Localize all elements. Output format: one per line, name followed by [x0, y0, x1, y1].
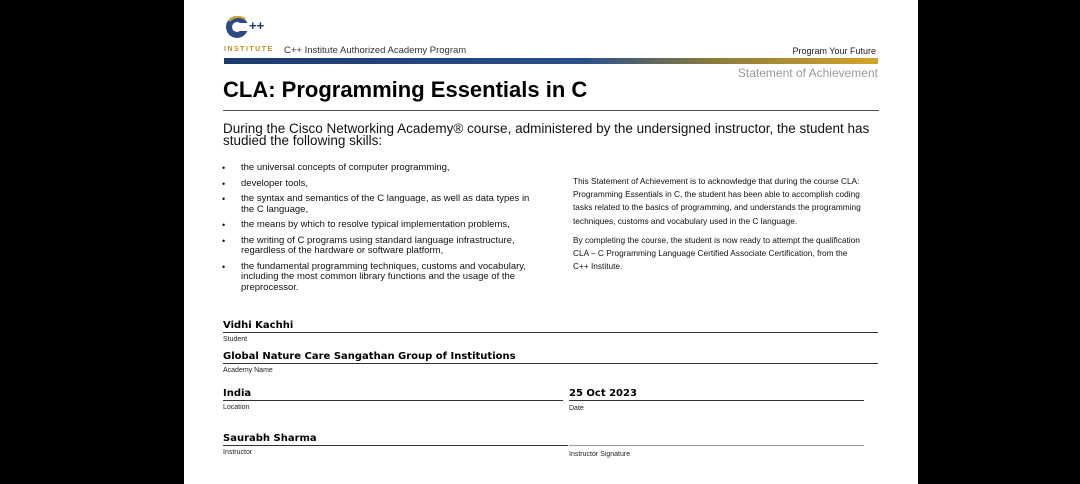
- intro-text: During the Cisco Networking Academy® course, administered by the undersigned instructor, the student has studied the following skills:: [223, 121, 870, 148]
- certificate-subtitle: Statement of Achievement: [737, 66, 878, 80]
- signature-label: Instructor Signature: [569, 451, 631, 458]
- location-value: India: [223, 388, 252, 399]
- date-value: 25 Oct 2023: [569, 388, 637, 399]
- academy-name: Global Nature Care Sangathan Group of Institutions: [223, 351, 516, 362]
- skill-item: • developer tools,: [222, 179, 542, 190]
- academy-label: Academy Name: [223, 367, 273, 374]
- location-line: [223, 400, 563, 401]
- cpp-institute-logo-icon: [224, 12, 270, 46]
- statement-paragraph-2: By completing the course, the student is now ready to attempt the qualification CLA – C Programming Language Certified Associate Certification, from the C++ Institute.: [573, 234, 860, 272]
- tagline: Program Your Future: [792, 46, 876, 56]
- skill-item: • the syntax and semantics of the C language, as well as data types in the C language,: [222, 194, 542, 215]
- title-divider: [223, 110, 879, 111]
- logo-text: INSTITUTE: [224, 46, 274, 53]
- achievement-statement: [573, 175, 863, 279]
- instructor-line: [223, 445, 568, 446]
- skill-item: • the means by which to resolve typical implementation problems,: [222, 220, 542, 231]
- instructor-name: Saurabh Sharma: [223, 433, 317, 444]
- student-line: [223, 332, 878, 333]
- skill-item: • the universal concepts of computer programming,: [222, 163, 542, 174]
- header-bar: [224, 58, 878, 64]
- student-label: Student: [223, 336, 248, 343]
- academy-line: [223, 363, 878, 364]
- certificate-page: [184, 0, 918, 484]
- skill-item: • the writing of C programs using standard language infrastructure, regardless of the hardware or software platform,: [222, 236, 542, 257]
- instructor-label: Instructor: [223, 449, 253, 456]
- date-line: [569, 400, 864, 401]
- location-label: Location: [223, 404, 250, 411]
- svg-text:++: ++: [249, 18, 265, 33]
- statement-paragraph-1: This Statement of Achievement is to acknowledge that during the course CLA: Programming Essentials in C, the student has been able to accomplish coding tasks related to the basics of programming, and understands the programming techniques, customs and vocabulary used in the C language.: [573, 176, 861, 226]
- skill-item: • the fundamental programming techniques, customs and vocabulary, including the most common library functions and the usage of the preprocessor.: [222, 262, 542, 294]
- skills-list: [222, 163, 542, 298]
- date-label: Date: [569, 405, 584, 412]
- signature-line: [569, 445, 864, 446]
- program-name: C++ Institute Authorized Academy Program: [284, 45, 467, 56]
- course-title: CLA: Programming Essentials in C: [223, 77, 588, 102]
- student-name: Vidhi Kachhi: [223, 320, 294, 331]
